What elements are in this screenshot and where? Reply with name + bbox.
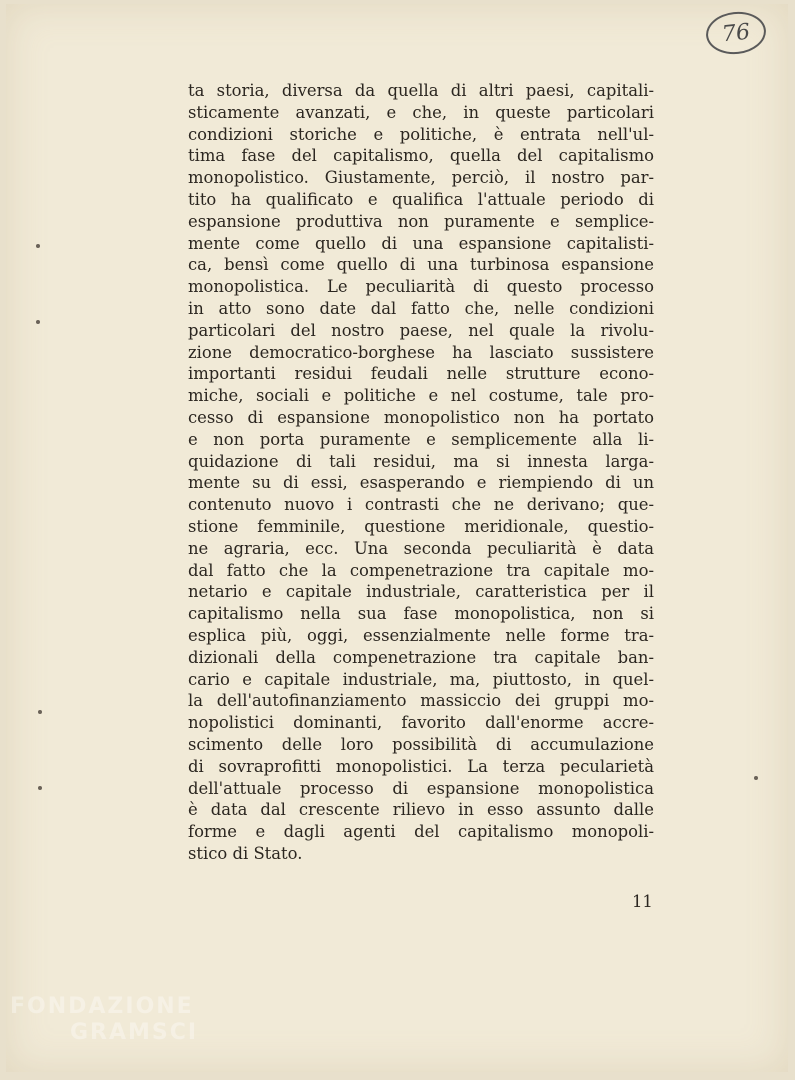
text-line: capitalismo nella sua fase monopolistica, non si — [188, 604, 654, 624]
archive-number-stamp: 76 — [704, 9, 768, 57]
text-line: ne agraria, ecc. Una seconda peculiarità è data — [188, 538, 654, 558]
watermark — [10, 994, 198, 1046]
text-line: ta storia, diversa da quella di altri paesi, capitali- — [188, 81, 654, 100]
text-line: ca, bensì come quello di una turbinosa espansione — [188, 255, 654, 275]
text-line: miche, sociali e politiche e nel costume, tale pro- — [188, 386, 654, 406]
text-line: forme e dagli agenti del capitalismo monopoli- — [188, 822, 654, 842]
scan-speck — [36, 320, 40, 324]
text-line: dal fatto che la compenetrazione tra capitale mo- — [188, 560, 654, 580]
text-line: dell'attuale processo di espansione monopolistica — [188, 778, 654, 798]
watermark-line: GRAMSCI — [70, 1020, 199, 1045]
text-line: stione femminile, questione meridionale, questio- — [188, 516, 654, 536]
text-line: contenuto nuovo i contrasti che ne derivano; que- — [188, 495, 654, 515]
text-line: monopolistica. Le peculiarità di questo processo — [188, 277, 654, 297]
text-line: netario e capitale industriale, caratteristica per il — [188, 582, 654, 602]
text-line: cario e capitale industriale, ma, piuttosto, in quel- — [188, 669, 654, 689]
text-line: particolari del nostro paese, nel quale la rivolu- — [188, 320, 654, 340]
text-line: tito ha qualificato e qualifica l'attuale periodo di — [188, 189, 654, 209]
text-line: importanti residui feudali nelle strutture econo- — [188, 364, 654, 384]
text-line: scimento delle loro possibilità di accumulazione — [188, 734, 654, 754]
text-line: mente come quello di una espansione capitalisti- — [188, 233, 654, 253]
text-line: zione democratico-borghese ha lasciato sussistere — [188, 342, 654, 362]
document-page — [6, 4, 788, 1072]
page-number: 11 — [632, 892, 653, 911]
text-line: condizioni storiche e politiche, è entrata nell'ul- — [188, 124, 654, 144]
text-line: mente su di essi, esasperando e riempiendo di un — [188, 473, 654, 493]
watermark-line: FONDAZIONE — [10, 994, 194, 1019]
scan-speck — [754, 776, 758, 780]
text-line: e non porta puramente e semplicemente alla li- — [188, 429, 654, 449]
text-line: la dell'autofinanziamento massiccio dei gruppi mo- — [188, 691, 654, 711]
body-text — [188, 80, 654, 865]
text-line: cesso di espansione monopolistico non ha portato — [188, 407, 654, 427]
text-line: espansione produttiva non puramente e semplice- — [188, 211, 654, 231]
scan-speck — [38, 786, 42, 790]
text-line: è data dal crescente rilievo in esso assunto dalle — [188, 800, 654, 820]
text-line: stico di Stato. — [188, 843, 303, 863]
text-line: monopolistico. Giustamente, perciò, il nostro par- — [188, 168, 654, 188]
text-line: di sovraprofitti monopolistici. La terza pecularietà — [188, 756, 654, 776]
text-line: esplica più, oggi, essenzialmente nelle forme tra- — [188, 625, 654, 645]
text-line: quidazione di tali residui, ma si innesta larga- — [188, 451, 654, 471]
text-line: nopolistici dominanti, favorito dall'enorme accre- — [188, 713, 654, 733]
scan-speck — [36, 244, 40, 248]
scan-speck — [38, 710, 42, 714]
text-line: tima fase del capitalismo, quella del capitalismo — [188, 146, 654, 166]
text-line: dizionali della compenetrazione tra capitale ban- — [188, 647, 654, 667]
text-line: sticamente avanzati, e che, in queste particolari — [188, 102, 654, 122]
text-line: in atto sono date dal fatto che, nelle condizioni — [188, 298, 654, 318]
